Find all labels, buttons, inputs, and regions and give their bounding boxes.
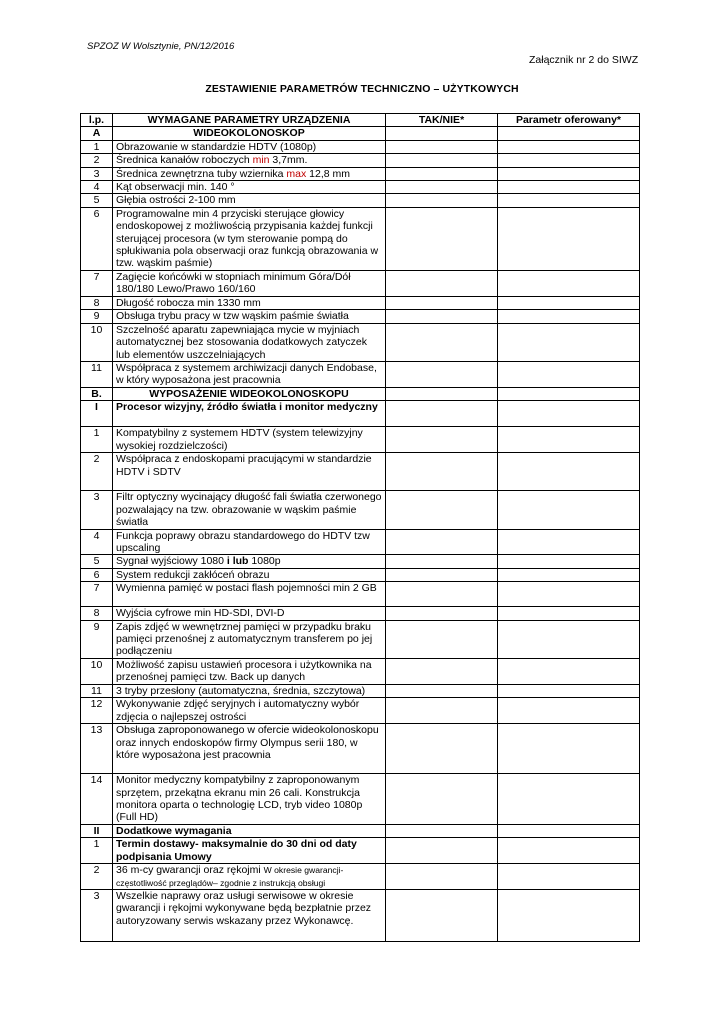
offered-cell[interactable] — [498, 361, 640, 387]
yes-no-cell[interactable] — [386, 582, 498, 607]
yes-no-cell[interactable] — [386, 167, 498, 180]
table-header-row — [81, 114, 640, 127]
yes-no-cell[interactable] — [386, 620, 498, 658]
offered-cell[interactable] — [498, 427, 640, 453]
row-number: 3 — [81, 167, 113, 180]
table-row — [81, 658, 640, 684]
row-number: 14 — [81, 774, 113, 825]
col-yes-no: TAK/NIE* — [386, 114, 498, 127]
yes-no-cell[interactable] — [386, 658, 498, 684]
row-text: Wymienna pamięć w postaci flash pojemności min 2 GB — [113, 582, 386, 607]
section-title: WIDEOKOLONOSKOP — [113, 127, 386, 140]
row-text: Obsługa zaproponowanego w ofercie wideokolonoskopu oraz innych endoskopów firmy Olympus serii 180, w które wyposażona jest pracownia — [113, 724, 386, 774]
table-row — [81, 310, 640, 323]
row-number: 3 — [81, 890, 113, 942]
row-number: 8 — [81, 296, 113, 309]
row-text: Obsługa trybu pracy w tzw wąskim paśmie światła — [113, 310, 386, 323]
yes-no-cell[interactable] — [386, 774, 498, 825]
row-text: Długość robocza min 1330 mm — [113, 296, 386, 309]
col-offered: Parametr oferowany* — [498, 114, 640, 127]
header-reference: SPZOZ W Wolsztynie, PN/12/2016 — [87, 41, 235, 52]
table-row — [81, 774, 640, 825]
section-number: B. — [81, 387, 113, 400]
yes-no-cell[interactable] — [386, 453, 498, 491]
offered-cell[interactable] — [498, 453, 640, 491]
table-row — [81, 296, 640, 309]
table-row — [81, 453, 640, 491]
offered-cell[interactable] — [498, 323, 640, 361]
yes-no-cell[interactable] — [386, 270, 498, 296]
col-lp: l.p. — [81, 114, 113, 127]
row-number: 5 — [81, 555, 113, 568]
yes-no-cell[interactable] — [386, 491, 498, 529]
yes-no-cell[interactable] — [386, 323, 498, 361]
offered-cell[interactable] — [498, 140, 640, 153]
offered-cell[interactable] — [498, 401, 640, 427]
row-number: 7 — [81, 582, 113, 607]
offered-cell[interactable] — [498, 890, 640, 942]
offered-cell[interactable] — [498, 684, 640, 697]
offered-cell[interactable] — [498, 296, 640, 309]
yes-no-cell[interactable] — [386, 361, 498, 387]
row-number: 8 — [81, 607, 113, 620]
offered-cell[interactable] — [498, 620, 640, 658]
offered-cell[interactable] — [498, 194, 640, 207]
table-row — [81, 684, 640, 697]
row-text: 36 m-cy gwarancji oraz rękojmi W okresie gwarancji- częstotliwość przeglądów– zgodnie z instrukcją obsługi — [113, 864, 386, 890]
row-number: 10 — [81, 658, 113, 684]
row-number: 12 — [81, 698, 113, 724]
offered-cell[interactable] — [498, 529, 640, 555]
yes-no-cell[interactable] — [386, 427, 498, 453]
section-a-row — [81, 127, 640, 140]
yes-no-cell[interactable] — [386, 194, 498, 207]
yes-no-cell[interactable] — [386, 864, 498, 890]
yes-no-cell[interactable] — [386, 824, 498, 837]
offered-cell[interactable] — [498, 181, 640, 194]
row-number: 13 — [81, 724, 113, 774]
row-text: Średnica kanałów roboczych min 3,7mm. — [113, 154, 386, 167]
table-row — [81, 568, 640, 581]
table-row — [81, 323, 640, 361]
section-number: II — [81, 824, 113, 837]
table-row — [81, 140, 640, 153]
offered-cell[interactable] — [498, 167, 640, 180]
offered-cell[interactable] — [498, 127, 640, 140]
yes-no-cell[interactable] — [386, 555, 498, 568]
section-b-row — [81, 387, 640, 400]
row-text: Programowalne min 4 przyciski sterujące głowicy endoskopowej z możliwością przypisania każdej funkcji sterującej procesora (w tym sterowanie pompą do spłukiwania pola obserwacji oraz funkcją obrazowania w tzw. wąskim paśmie) — [113, 207, 386, 270]
row-text: Kąt obserwacji min. 140 ° — [113, 181, 386, 194]
row-text: Głębia ostrości 2-100 mm — [113, 194, 386, 207]
row-text: Obrazowanie w standardzie HDTV (1080p) — [113, 140, 386, 153]
offered-cell[interactable] — [498, 582, 640, 607]
row-number: 9 — [81, 310, 113, 323]
offered-cell[interactable] — [498, 698, 640, 724]
table-row — [81, 864, 640, 890]
row-text: 3 tryby przesłony (automatyczna, średnia, szczytowa) — [113, 684, 386, 697]
yes-no-cell[interactable] — [386, 684, 498, 697]
row-text: Kompatybilny z systemem HDTV (system telewizyjny wysokiej rozdzielczości) — [113, 427, 386, 453]
row-text: Współpraca z systemem archiwizacji danych Endobase, w który wyposażona jest pracownia — [113, 361, 386, 387]
row-number: 11 — [81, 684, 113, 697]
table-row — [81, 607, 640, 620]
offered-cell[interactable] — [498, 864, 640, 890]
offered-cell[interactable] — [498, 824, 640, 837]
row-text: Sygnał wyjściowy 1080 i lub 1080p — [113, 555, 386, 568]
table-row — [81, 620, 640, 658]
yes-no-cell[interactable] — [386, 698, 498, 724]
row-text: Wyjścia cyfrowe min HD-SDI, DVI-D — [113, 607, 386, 620]
offered-cell[interactable] — [498, 310, 640, 323]
document-title: ZESTAWIENIE PARAMETRÓW TECHNICZNO – UŻYTKOWYCH — [205, 83, 519, 95]
yes-no-cell[interactable] — [386, 207, 498, 270]
row-text: Współpraca z endoskopami pracującymi w standardzie HDTV i SDTV — [113, 453, 386, 491]
section-number: I — [81, 401, 113, 427]
row-text: Zapis zdjęć w wewnętrznej pamięci w przypadku braku pamięci przenośnej z automatycznym transferem po jej podłączeniu — [113, 620, 386, 658]
section-ii-row — [81, 824, 640, 837]
row-number: 6 — [81, 568, 113, 581]
table-row — [81, 207, 640, 270]
table-row — [81, 194, 640, 207]
table-row — [81, 491, 640, 529]
row-text: System redukcji zakłóceń obrazu — [113, 568, 386, 581]
offered-cell[interactable] — [498, 568, 640, 581]
row-number: 2 — [81, 453, 113, 491]
row-number: 1 — [81, 427, 113, 453]
row-number: 4 — [81, 529, 113, 555]
row-text: Wykonywanie zdjęć seryjnych i automatyczny wybór zdjęcia o najlepszej ostrości — [113, 698, 386, 724]
table-row — [81, 270, 640, 296]
row-number: 3 — [81, 491, 113, 529]
offered-cell[interactable] — [498, 658, 640, 684]
offered-cell[interactable] — [498, 387, 640, 400]
row-text: Wszelkie naprawy oraz usługi serwisowe w okresie gwarancji i rękojmi wykonywane będą bezpłatnie przez autoryzowany serwis wskazany przez Wykonawcę. — [113, 890, 386, 942]
row-text: Monitor medyczny kompatybilny z zaproponowanym sprzętem, przekątna ekranu min 26 cali. Konstrukcja monitora oparta o technologię LCD, tryb video 1080p (Full HD) — [113, 774, 386, 825]
header-attachment: Załącznik nr 2 do SIWZ — [529, 54, 639, 66]
yes-no-cell[interactable] — [386, 181, 498, 194]
offered-cell[interactable] — [498, 154, 640, 167]
yes-no-cell[interactable] — [386, 890, 498, 942]
row-text: Szczelność aparatu zapewniająca mycie w myjniach automatycznej bez stosowania dodatkowych zatyczek lub elementów uszczelniających — [113, 323, 386, 361]
offered-cell[interactable] — [498, 838, 640, 864]
table-row — [81, 724, 640, 774]
yes-no-cell[interactable] — [386, 401, 498, 427]
table-row — [81, 181, 640, 194]
row-text: Termin dostawy- maksymalnie do 30 dni od daty podpisania Umowy — [113, 838, 386, 864]
row-text: Funkcja poprawy obrazu standardowego do HDTV tzw upscaling — [113, 529, 386, 555]
row-number: 9 — [81, 620, 113, 658]
yes-no-cell[interactable] — [386, 310, 498, 323]
table-row — [81, 167, 640, 180]
row-number: 6 — [81, 207, 113, 270]
row-number: 1 — [81, 140, 113, 153]
table-row — [81, 529, 640, 555]
table-row — [81, 427, 640, 453]
row-number: 11 — [81, 361, 113, 387]
table-row — [81, 555, 640, 568]
yes-no-cell[interactable] — [386, 529, 498, 555]
parameters-table — [80, 113, 640, 942]
row-number: 7 — [81, 270, 113, 296]
row-number: 2 — [81, 154, 113, 167]
row-text: Możliwość zapisu ustawień procesora i użytkownika na przenośnej pamięci tzw. Back up danych — [113, 658, 386, 684]
row-text: Filtr optyczny wycinający długość fali światła czerwonego pozwalający na tzw. obrazowanie w wąskim paśmie światła — [113, 491, 386, 529]
offered-cell[interactable] — [498, 270, 640, 296]
row-text: Zagięcie końcówki w stopniach minimum Góra/Dół 180/180 Lewo/Prawo 160/160 — [113, 270, 386, 296]
section-title: WYPOSAŻENIE WIDEOKOLONOSKOPU — [113, 387, 386, 400]
offered-cell[interactable] — [498, 724, 640, 774]
row-number: 2 — [81, 864, 113, 890]
row-text: Średnica zewnętrzna tuby wziernika max 12,8 mm — [113, 167, 386, 180]
table-row — [81, 698, 640, 724]
offered-cell[interactable] — [498, 555, 640, 568]
yes-no-cell[interactable] — [386, 724, 498, 774]
yes-no-cell[interactable] — [386, 838, 498, 864]
table-row — [81, 838, 640, 864]
yes-no-cell[interactable] — [386, 127, 498, 140]
section-number: A — [81, 127, 113, 140]
table-row — [81, 582, 640, 607]
section-title: Procesor wizyjny, źródło światła i monitor medyczny — [113, 401, 386, 427]
yes-no-cell[interactable] — [386, 387, 498, 400]
section-i-row — [81, 401, 640, 427]
col-parameters: WYMAGANE PARAMETRY URZĄDZENIA — [113, 114, 386, 127]
offered-cell[interactable] — [498, 607, 640, 620]
yes-no-cell[interactable] — [386, 140, 498, 153]
offered-cell[interactable] — [498, 774, 640, 825]
yes-no-cell[interactable] — [386, 296, 498, 309]
row-number: 5 — [81, 194, 113, 207]
yes-no-cell[interactable] — [386, 568, 498, 581]
row-number: 4 — [81, 181, 113, 194]
row-number: 1 — [81, 838, 113, 864]
row-number: 10 — [81, 323, 113, 361]
table-row — [81, 154, 640, 167]
section-title: Dodatkowe wymagania — [113, 824, 386, 837]
table-row — [81, 890, 640, 942]
yes-no-cell[interactable] — [386, 154, 498, 167]
offered-cell[interactable] — [498, 491, 640, 529]
yes-no-cell[interactable] — [386, 607, 498, 620]
table-row — [81, 361, 640, 387]
offered-cell[interactable] — [498, 207, 640, 270]
